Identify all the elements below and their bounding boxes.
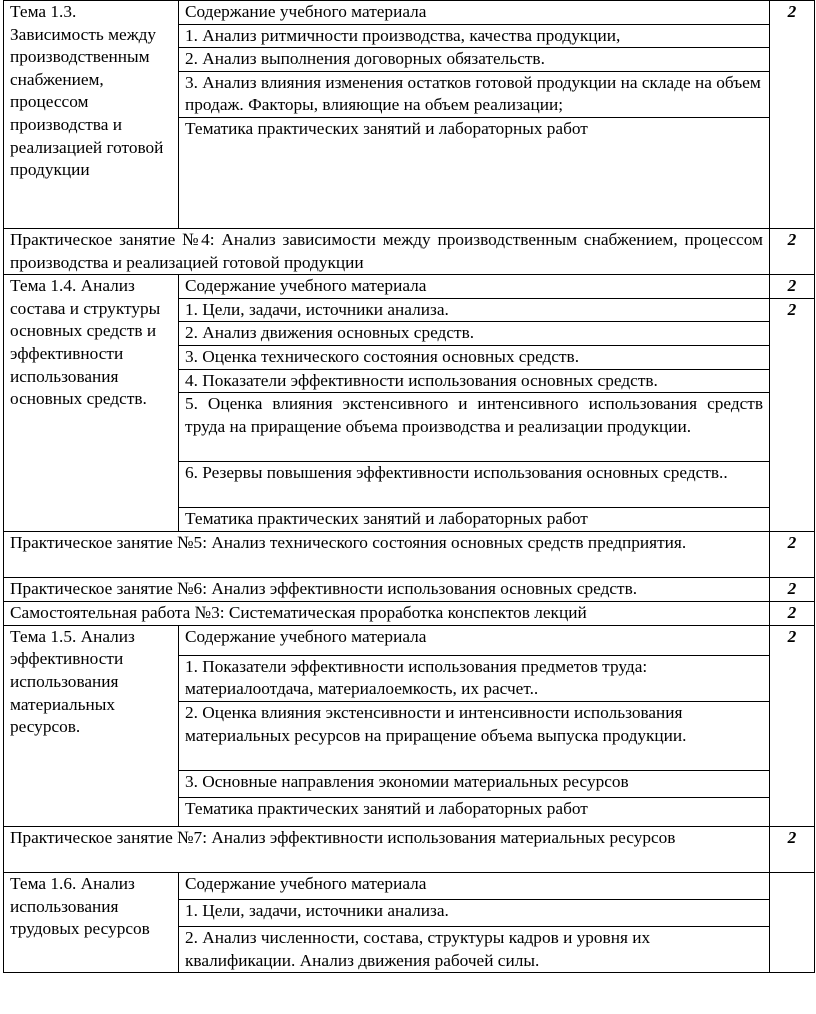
content-heading: Содержание учебного материала [179,872,770,899]
content-item: 1. Цели, задачи, источники анализа. [179,298,770,322]
practice-heading: Тематика практических занятий и лабораторных работ [179,117,770,228]
content-item: 5. Оценка влияния экстенсивного и интенсивного использования средств труда на приращение объема производства и реализации продукции. [179,393,770,462]
topic-cell: Тема 1.4. Анализ состава и структуры основных средств и эффективности использования основных средств. [4,275,179,532]
table-row [4,531,815,577]
content-item: 1. Анализ ритмичности производства, качества продукции, [179,24,770,48]
practice-heading: Тематика практических занятий и лабораторных работ [179,797,770,826]
hours-cell: 2 [770,625,815,826]
content-item: 1. Показатели эффективности использования предметов труда: материалоотдача, материалоемкость, их расчет.. [179,655,770,701]
table-row [4,826,815,872]
practice-lesson: Практическое занятие №5: Анализ технического состояния основных средств предприятия. [4,531,770,577]
hours-cell: 2 [770,228,815,274]
hours-cell: 2 [770,577,815,601]
topic-cell: Тема 1.6. Анализ использования трудовых ресурсов [4,872,179,972]
content-item: 2. Оценка влияния экстенсивности и интенсивности использования материальных ресурсов на приращение объема выпуска продукции. [179,701,770,770]
hours-cell [770,872,815,972]
hours-cell: 2 [770,275,815,299]
practice-lesson: Практическое занятие №4: Анализ зависимости между производственным снабжением, процессом производства и реализацией готовой продукции [4,228,770,274]
table-row [4,275,815,299]
table-row [4,872,815,899]
curriculum-table [3,0,815,973]
table-row [4,577,815,601]
hours-cell: 2 [770,1,815,229]
content-item: 1. Цели, задачи, источники анализа. [179,899,770,926]
topic-cell: Тема 1.5. Анализ эффективности использования материальных ресурсов. [4,625,179,826]
content-item: 3. Анализ влияния изменения остатков готовой продукции на складе на объем продаж. Факторы, влияющие на объем реализации; [179,71,770,117]
hours-cell: 2 [770,826,815,872]
practice-lesson: Практическое занятие №6: Анализ эффективности использования основных средств. [4,577,770,601]
table-row [4,625,815,655]
content-heading: Содержание учебного материала [179,1,770,25]
table-row [4,228,815,274]
content-heading: Содержание учебного материала [179,275,770,299]
content-item: 3. Оценка технического состояния основных средств. [179,345,770,369]
practice-heading: Тематика практических занятий и лабораторных работ [179,508,770,532]
hours-cell: 2 [770,531,815,577]
independent-work: Самостоятельная работа №3: Систематическая проработка конспектов лекций [4,601,770,625]
table-row [4,1,815,25]
table-row [4,601,815,625]
content-item: 2. Анализ численности, состава, структуры кадров и уровня их квалификации. Анализ движения рабочей силы. [179,926,770,972]
content-item: 2. Анализ движения основных средств. [179,322,770,346]
hours-cell: 2 [770,601,815,625]
practice-lesson: Практическое занятие №7: Анализ эффективности использования материальных ресурсов [4,826,770,872]
content-item: 2. Анализ выполнения договорных обязательств. [179,48,770,72]
content-item: 3. Основные направления экономии материальных ресурсов [179,770,770,797]
content-heading: Содержание учебного материала [179,625,770,655]
topic-cell: Тема 1.3. Зависимость между производственным снабжением, процессом производства и реализацией готовой продукции [4,1,179,229]
content-item: 6. Резервы повышения эффективности использования основных средств.. [179,462,770,508]
content-item: 4. Показатели эффективности использования основных средств. [179,369,770,393]
hours-cell: 2 [770,298,815,531]
